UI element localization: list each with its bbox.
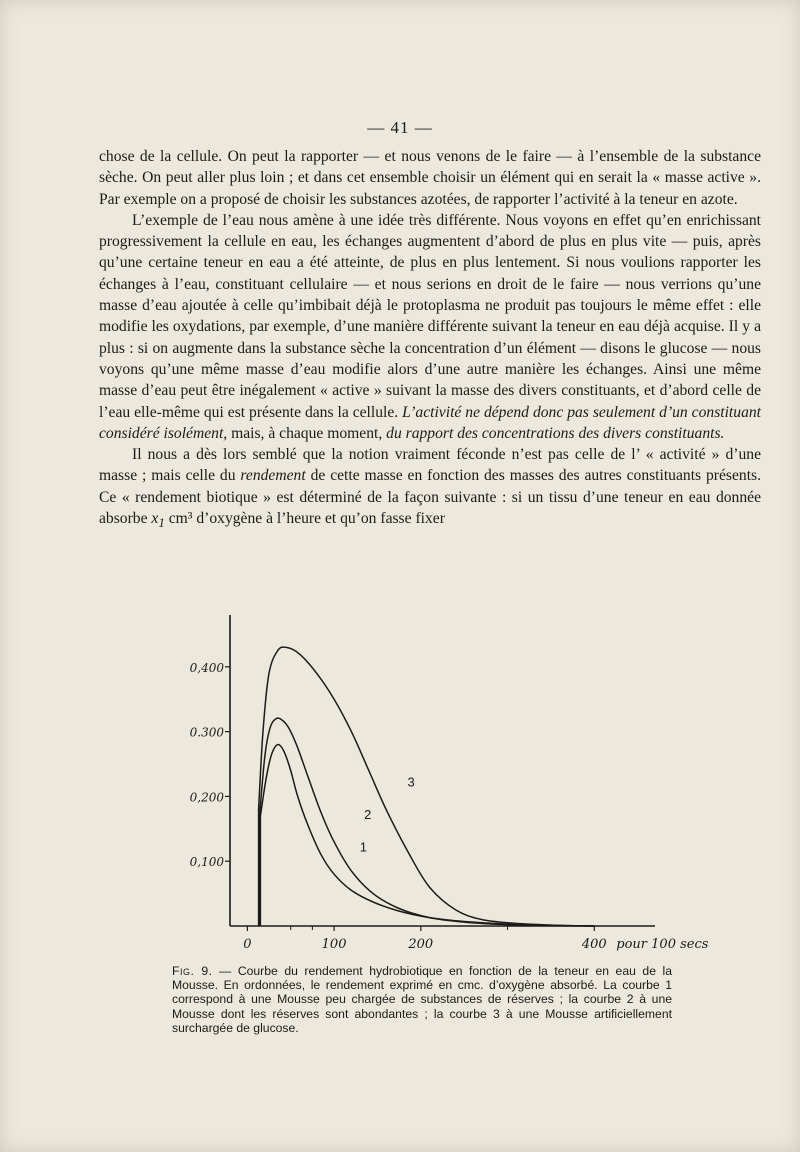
variable-x (151, 510, 165, 531)
series-annotation-2: 2 (364, 807, 372, 823)
series-line-1 (260, 745, 594, 926)
series-line-2 (260, 718, 595, 926)
figure-caption (172, 964, 672, 1035)
paragraph-3-text-a: Il nous a dès lors semblé que la notion vraiment féconde n’est pas celle de l’ « activité » d’une masse ; mais celle du (99, 446, 761, 485)
series-annotation-1: 1 (359, 839, 367, 855)
chart-svg (160, 610, 709, 952)
paragraph-3-text-b: de cette masse en fonction des masses des autres constituants présents. Ce « rendement biotique » est déterminé de la façon suivante : si un tissu d’une teneur en eau donnée absorbe (99, 467, 761, 528)
y-tick-label: 0.300 (189, 725, 224, 740)
paragraph-3-text-c: cm³ d’oxygène à l’heure et qu’on fasse fixer (168, 510, 445, 528)
paragraph-3 (99, 444, 761, 533)
series-line-3 (259, 647, 595, 926)
page-number: — 41 — (367, 118, 433, 137)
y-tick-label: 0,200 (189, 790, 224, 805)
x-tick-label: 0 (243, 937, 252, 952)
italic-sentence: L’activité ne dépend donc pas seulement d’un constituant considéré isolément, (99, 403, 761, 442)
x-tick-label: 100 (321, 937, 347, 952)
variable-x-subscript: 1 (158, 515, 165, 531)
paragraph-2-text: L’exemple de l’eau nous amène à une idée très différente. Nous voyons en effet qu’en enrichissant progressivement la cellule en eau, les échanges augmentent d’abord de plus en plus vite — puis, après qu’une certaine teneur en eau a été atteinte, de plus en plus lentement. Si nous voulions rapporter les échanges à l’eau, constituant cellulaire — et nous serions en droit de le faire — nous verrions qu’une masse d’eau ajoutée à celle qu’imbibait déjà le protoplasma ne produit pas toujours le même effet : elle modifie les oxydations, par exemple, d’une manière différente suivant la teneur en eau déjà acquise. Il y a plus : si on augmente dans la substance sèche la concentration d’un élément — disons le glucose — nous voyons qu’une même masse d’eau modifie alors d’une autre manière les échanges. Ainsi une même masse d’eau peut être inégalement « active » suivant la masse des divers constituants, et d’abord celle de l’eau elle-même qui est présente dans la cellule. (99, 211, 761, 421)
italic-rendement: rendement (240, 467, 306, 485)
y-tick-label: 0,100 (189, 855, 224, 870)
body-text (99, 146, 761, 533)
figure-9-chart (160, 610, 709, 952)
series-annotation-3: 3 (407, 774, 415, 790)
paragraph-2 (99, 210, 761, 444)
x-axis-label: pour 100 secs (616, 937, 709, 952)
italic-tail: du rapport des concentrations des divers constituants. (386, 424, 725, 442)
italic-tail-plain: mais, à chaque moment, (231, 424, 383, 442)
variable-x-letter: x (151, 510, 159, 528)
x-tick-label: 400 (581, 937, 607, 952)
paragraph-1: chose de la cellule. On peut la rapporter — et nous venons de le faire — à l’ensemble de la substance sèche. On peut aller plus loin ; et dans cet ensemble choisir un élément qui en serait la « masse active ». Par exemple on a proposé de choisir les substances azotées, de rapporter l’activité à la teneur en azote. (99, 148, 761, 208)
caption-label: Fig. 9. (172, 964, 213, 978)
y-tick-label: 0,400 (189, 660, 224, 675)
caption-text: — Courbe du rendement hydrobiotique en fonction de la teneur en eau de la Mousse. En ordonnées, le rendement exprimé en cmc. d’oxygène absorbé. La courbe 1 correspond à une Mousse peu chargée de substances de réserves ; la courbe 2 à une Mousse dont les réserves sont abondantes ; la courbe 3 à une Mousse artificiellement surchargée de glucose. (172, 964, 673, 1035)
x-tick-label: 200 (408, 937, 434, 952)
